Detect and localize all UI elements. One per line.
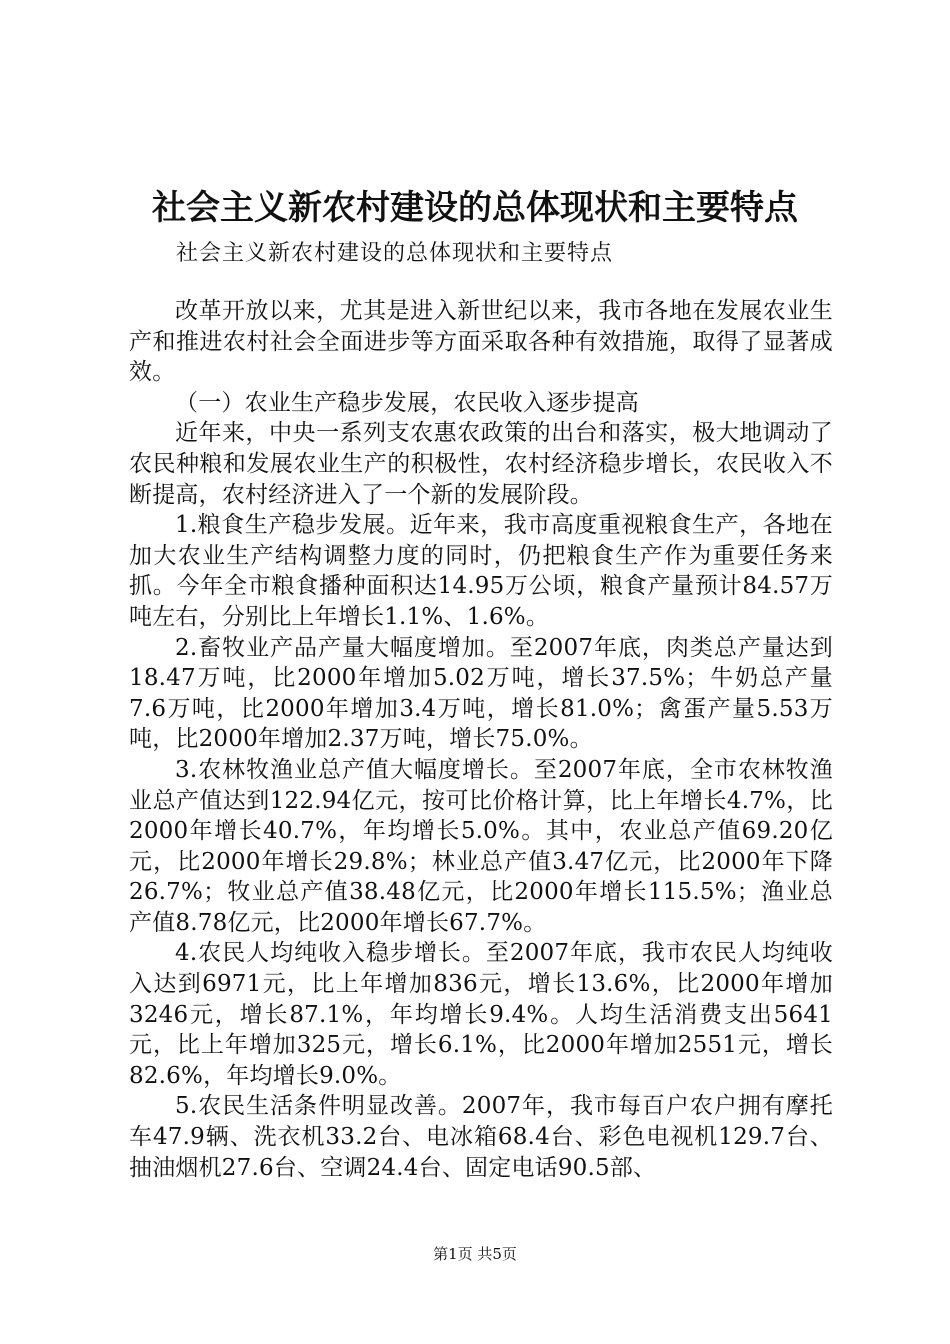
paragraph-item-4: 4.农民人均纯收入稳步增长。至2007年底，我市农民人均纯收入达到6971元，比上年增加836元，增长13.6%，比2000年增加3246元，增长87.1%，年均增长9.4%。人均生活消费支出5641元，比上年增加325元，增长6.1%，比2000年增加2551元，增长82.6%，年均增长9.0%。: [129, 940, 833, 1089]
document-body: [129, 296, 833, 1183]
paragraph-item-5: 5.农民生活条件明显改善。2007年，我市每百户农户拥有摩托车47.9辆、洗衣机33.2台、电冰箱68.4台、彩色电视机129.7台、抽油烟机27.6台、空调24.4台、固定电话90.5部、: [129, 1093, 833, 1181]
paragraph-item-1: 1.粮食生产稳步发展。近年来，我市高度重视粮食生产，各地在加大农业生产结构调整力度的同时，仍把粮食生产作为重要任务来抓。今年全市粮食播种面积达14.95万公顷，粮食产量预计84.57万吨左右，分别比上年增长1.1%、1.6%。: [129, 512, 833, 630]
paragraph-intro: 改革开放以来，尤其是进入新世纪以来，我市各地在发展农业生产和推进农村社会全面进步等方面采取各种有效措施，取得了显著成效。: [129, 298, 833, 386]
section-heading-1: （一）农业生产稳步发展，农民收入逐步提高: [175, 389, 639, 416]
paragraph-item-3: 3.农林牧渔业总产值大幅度增长。至2007年底，全市农林牧渔业总产值达到122.94亿元，按可比价格计算，比上年增长4.7%，比2000年增长40.7%，年均增长5.0%。其中，农业总产值69.20亿元，比2000年增长29.8%；林业总产值3.47亿元，比2000年下降26.7%；牧业总产值38.48亿元，比2000年增长115.5%；渔业总产值8.78亿元，比2000年增长67.7%。: [129, 756, 833, 936]
paragraph-item-2: 2.畜牧业产品产量大幅度增加。至2007年底，肉类总产量达到18.47万吨，比2000年增加5.02万吨，增长37.5%；牛奶总产量7.6万吨，比2000年增加3.4万吨，增长81.0%；禽蛋产量5.53万吨，比2000年增加2.37万吨，增长75.0%。: [129, 634, 833, 753]
document-title: 社会主义新农村建设的总体现状和主要特点: [152, 188, 798, 228]
paragraph-overview: 近年来，中央一系列支农惠农政策的出台和落实，极大地调动了农民种粮和发展农业生产的积极性，农村经济稳步增长，农民收入不断提高，农村经济进入了一个新的发展阶段。: [129, 420, 833, 508]
page-footer: 第1页 共5页: [433, 1245, 517, 1263]
document-subtitle: 社会主义新农村建设的总体现状和主要特点: [176, 241, 614, 266]
